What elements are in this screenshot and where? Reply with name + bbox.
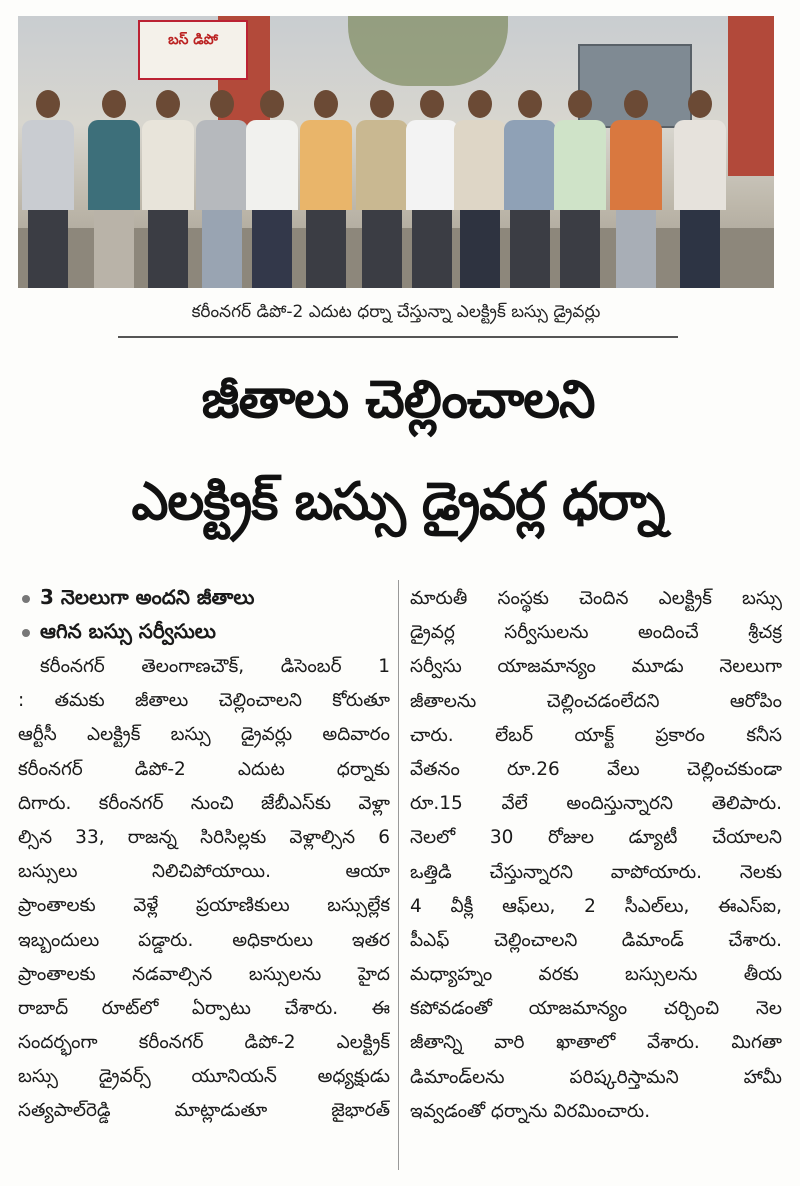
- photo-person: [22, 90, 74, 288]
- photo-person: [356, 90, 408, 288]
- article-column-left: [18, 582, 390, 1129]
- bullet-text: ఆగిన బస్సు సర్వీసులు: [40, 618, 216, 643]
- article-line: ఆర్టీసీ ఎలక్ట్రిక్ బస్సు డ్రైవర్లు అదివారం: [18, 724, 390, 746]
- article-line: నెలలో 30 రోజుల డ్యూటీ చేయాలని: [410, 827, 782, 849]
- news-photo: [18, 16, 774, 288]
- photo-person: [300, 90, 352, 288]
- article-line: : తమకు జీతాలు చెల్లించాలని కోరుతూ: [18, 690, 390, 712]
- article-line: ఇబ్బందులు పడ్డారు. అధికారులు ఇతర: [18, 929, 390, 951]
- article-line: 4 వీక్లీ ఆఫ్‌లు, 2 సీఎల్‌లు, ఈఎస్ఐ,: [410, 895, 782, 917]
- highlight-bullet: [18, 616, 390, 650]
- photo-brick-wall: [728, 16, 774, 176]
- article-line: ప్రాంతాలకు నడవాల్సిన బస్సులను హైద: [18, 963, 390, 985]
- photo-person: [674, 90, 726, 288]
- article-line: డిమాండ్‌లను పరిష్కరిస్తామని హామీ: [410, 1066, 782, 1088]
- photo-person: [554, 90, 606, 288]
- article-line: బస్సు డ్రైవర్స్ యూనియన్ అధ్యక్షుడు: [18, 1066, 390, 1088]
- photo-person: [246, 90, 298, 288]
- caption-divider: [118, 336, 678, 338]
- photo-person: [454, 90, 506, 288]
- article-column-right: [410, 582, 782, 1129]
- article-line: రూ.15 వేలే అందిస్తున్నారని తెలిపారు.: [410, 793, 782, 815]
- article-line: కరీంనగర్ డిపో-2 ఎదుట ధర్నాకు: [18, 758, 390, 780]
- article-line: ప్రాంతాలకు వెళ్లే ప్రయాణికులు బస్సుల్లేక: [18, 895, 390, 917]
- article-line: ఇవ్వడంతో ధర్నాను విరమించారు.: [410, 1100, 651, 1122]
- article-line: జీతాలను చెల్లించడంలేదని ఆరోపిం: [410, 690, 782, 712]
- headline-line-2: ఎలక్ట్రిక్ బస్సు డ్రైవర్ల ధర్నా: [131, 472, 665, 532]
- photo-person: [142, 90, 194, 288]
- photo-person: [88, 90, 140, 288]
- photo-caption: కరీంనగర్ డిపో-2 ఎదుట ధర్నా చేస్తున్నా ఎలక్ట్రిక్ బస్సు డ్రైవర్లు: [191, 302, 601, 322]
- article-line: వేతనం రూ.26 వేలు చెల్లించకుండా: [410, 758, 782, 780]
- photo-person: [406, 90, 458, 288]
- article-line: సందర్భంగా కరీంనగర్ డిపో-2 ఎలక్ట్రిక్: [18, 1032, 390, 1054]
- article-line: ల్సిన 33, రాజన్న సిరిసిల్లకు వెళ్లాల్సిన 6: [18, 826, 390, 848]
- photo-person: [196, 90, 248, 288]
- article-line: పీఎఫ్ చెల్లించాలని డిమాండ్ చేశారు.: [410, 929, 782, 951]
- article-line: బస్సులు నిలిచిపోయాయి. ఆయా: [18, 861, 390, 883]
- article-line: జీతాన్ని వారి ఖాతాలో వేశారు. మిగతా: [410, 1032, 782, 1054]
- article-line: రాబాద్ రూట్‌లో ఏర్పాటు చేశారు. ఈ: [18, 997, 390, 1019]
- photo-sign-text: బస్ డిపో: [168, 32, 218, 48]
- photo-person: [504, 90, 556, 288]
- highlight-bullet: [18, 582, 390, 616]
- bullet-dot-icon: [22, 595, 30, 603]
- photo-depot-sign: [138, 20, 248, 80]
- article-line: మధ్యాహ్నం వరకు బస్సులను తీయ: [410, 964, 782, 986]
- photo-person: [610, 90, 662, 288]
- article-line: మారుతీ సంస్థకు చెందిన ఎలక్ట్రిక్ బస్సు: [410, 588, 782, 609]
- article-line: ఒత్తిడి చేస్తున్నారని వాపోయారు. నెలకు: [410, 861, 782, 883]
- article-line: దిగారు. కరీంనగర్ నుంచి జేబీఎస్‌కు వెళ్లా: [18, 792, 390, 814]
- article-line: సత్యపాల్‌రెడ్డి మాట్లాడుతూ జైభారత్: [18, 1100, 390, 1122]
- article-line: చారు. లేబర్ యాక్ట్ ప్రకారం కనీస: [410, 724, 782, 746]
- article-line: కపోవడంతో యాజమాన్యం చర్చించి నెల: [410, 998, 782, 1020]
- article-line: కరీంనగర్ తెలంగాణచౌక్, డిసెంబర్ 1: [40, 656, 390, 677]
- headline-line-1: జీతాలు చెల్లించాలని: [201, 370, 595, 430]
- column-divider: [398, 580, 399, 1170]
- bullet-text: 3 నెలలుగా అందని జీతాలు: [40, 584, 255, 609]
- photo-tree: [348, 16, 508, 86]
- article-line: డ్రైవర్ల సర్వీసులను అందించే శ్రీచక్ర: [410, 622, 782, 644]
- article-line: సర్వీసు యాజమాన్యం మూడు నెలలుగా: [410, 656, 782, 678]
- bullet-dot-icon: [22, 629, 30, 637]
